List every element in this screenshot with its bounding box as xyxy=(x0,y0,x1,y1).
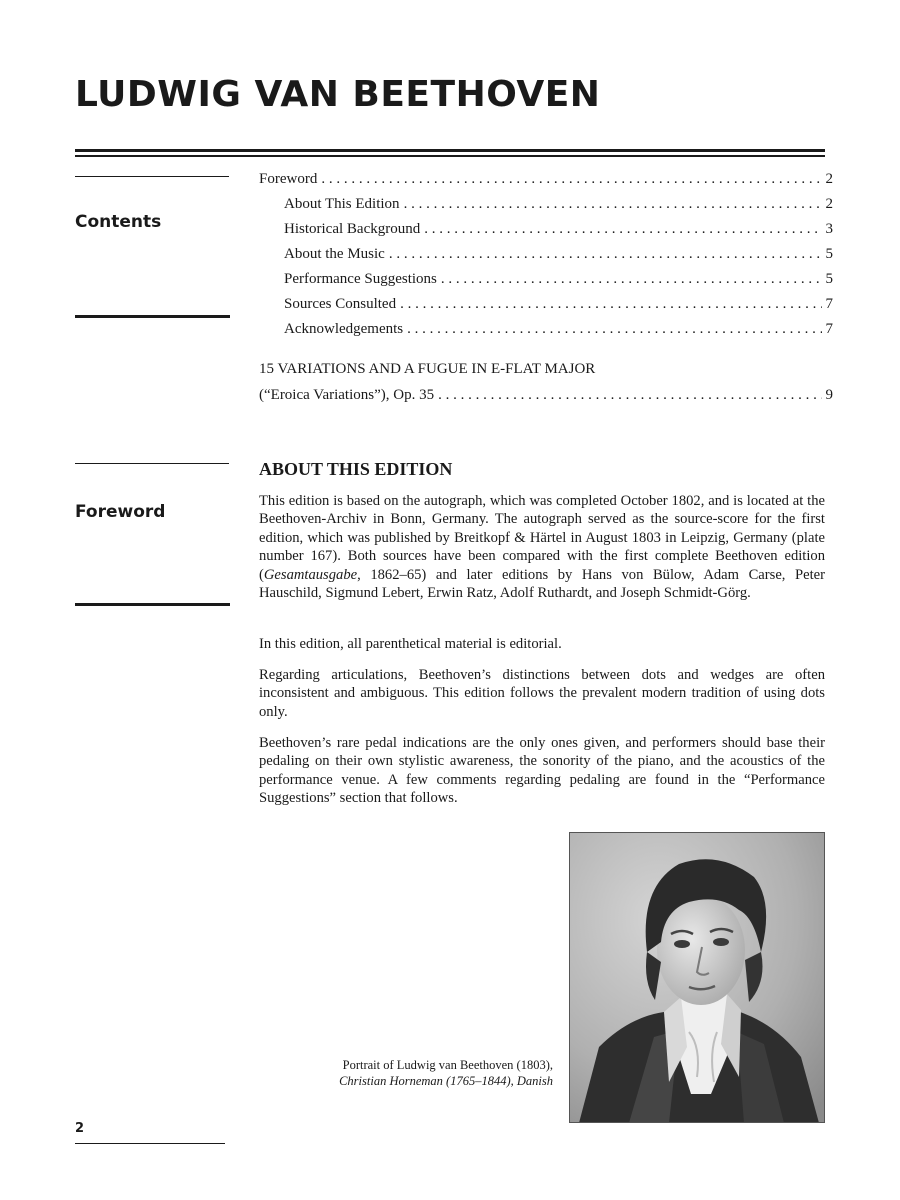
toc-entry-label: About the Music xyxy=(284,246,385,262)
toc-entry-page: 2 xyxy=(825,196,833,212)
caption-artist: Christian Horneman (1765–1844), Danish xyxy=(339,1074,553,1088)
contents-label: Contents xyxy=(75,212,162,232)
caption-line: Portrait of Ludwig van Beethoven (1803), xyxy=(342,1058,553,1072)
toc-entry-label: Historical Background xyxy=(284,221,421,237)
foreword-rule-bottom xyxy=(75,603,230,606)
toc-entry-label: (“Eroica Variations”), Op. 35 xyxy=(259,387,435,403)
toc-entry-label: Sources Consulted xyxy=(284,296,397,312)
toc-entry-page: 7 xyxy=(825,296,833,312)
section-heading: ABOUT THIS EDITION xyxy=(259,459,453,479)
toc-entry-page: 9 xyxy=(825,387,833,403)
toc-entry-foreword[interactable] xyxy=(259,171,833,188)
toc-entry-label: Foreword xyxy=(259,171,318,187)
paragraph-emphasis: Gesamtausgabe xyxy=(263,566,358,583)
toc-entry-label: Performance Suggestions xyxy=(284,271,437,287)
toc-entry-performance-suggestions[interactable] xyxy=(284,271,833,288)
paragraph-editorial: In this edition, all parenthetical material is editorial. xyxy=(259,636,562,652)
toc-entry-about-the-music[interactable] xyxy=(284,246,833,263)
portrait-caption xyxy=(300,1057,553,1089)
toc-entry-label: Acknowledgements xyxy=(284,321,404,337)
toc-leader-dots xyxy=(441,271,822,288)
toc-entry-sources-consulted[interactable] xyxy=(284,296,833,313)
foreword-label: Foreword xyxy=(75,502,166,522)
toc-entry-historical-background[interactable] xyxy=(284,221,833,238)
toc-leader-dots xyxy=(404,196,822,213)
toc-leader-dots xyxy=(321,171,821,188)
toc-piece-title: 15 VARIATIONS AND A FUGUE IN E-FLAT MAJOR xyxy=(259,361,596,377)
toc-entry-page: 2 xyxy=(825,171,833,187)
title-rule-top xyxy=(75,149,825,152)
footer-rule xyxy=(75,1143,225,1144)
toc-leader-dots xyxy=(438,387,821,404)
toc-entry-about-this-edition[interactable] xyxy=(284,196,833,213)
paragraph-text: This edition is based on the autograph, which was completed October 1802, and is located at the Beethoven-Archiv in Bonn, Germany. The autograph served as the source-score for the first edition, which was published by Breitkopf & Härtel in August 1803 in Leipzig, Germany (plate number 167). Both sources have been compared with the first complete Beethoven edition ( xyxy=(259,493,825,583)
paragraph-sources xyxy=(259,492,825,602)
page-title: LUDWIG VAN BEETHOVEN xyxy=(75,74,601,115)
page-number: 2 xyxy=(75,1121,85,1136)
contents-rule-bottom xyxy=(75,315,230,318)
toc-entry-page: 5 xyxy=(825,246,833,262)
toc-leader-dots xyxy=(407,321,821,338)
contents-rule-top xyxy=(75,176,229,177)
toc-entry-acknowledgements[interactable] xyxy=(284,321,833,338)
foreword-rule-top xyxy=(75,463,229,464)
beethoven-portrait-image xyxy=(569,832,825,1123)
toc-entry-eroica-variations[interactable] xyxy=(259,387,833,404)
paragraph-pedaling: Beethoven’s rare pedal indications are the only ones given, and performers should base their pedaling on their own stylistic awareness, the sonority of the piano, and the acoustics of the performance venue. A few comments regarding pedaling are found in the “Performance Suggestions” section that follows. xyxy=(259,735,825,807)
toc-leader-dots xyxy=(400,296,821,313)
toc-leader-dots xyxy=(424,221,821,238)
toc-leader-dots xyxy=(389,246,822,263)
toc-entry-page: 3 xyxy=(825,221,833,237)
paragraph-text: , 1862–65) and later editions by Hans von Bülow, Adam Carse, Peter Hauschild, Sigmund Lebert, Erwin Ratz, Adolf Ruthardt, and Joseph Schmidt-Görg. xyxy=(259,566,825,602)
toc-entry-page: 7 xyxy=(825,321,833,337)
toc-entry-page: 5 xyxy=(825,271,833,287)
paragraph-articulations: Regarding articulations, Beethoven’s distinctions between dots and wedges are often inconsistent and ambiguous. This edition follows the prevalent modern tradition of using dots only. xyxy=(259,667,825,720)
toc-entry-label: About This Edition xyxy=(284,196,400,212)
title-rule-bottom xyxy=(75,155,825,157)
